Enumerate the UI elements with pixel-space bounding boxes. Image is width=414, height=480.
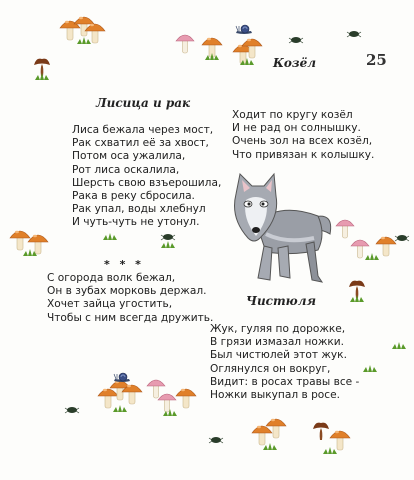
beetle-icon xyxy=(65,407,79,413)
poem-line: Чтобы с ним всегда дружить. xyxy=(47,311,214,324)
mushroom-cluster-right xyxy=(336,220,409,260)
beetle-icon xyxy=(161,234,175,240)
poem-line: Что привязан к колышку. xyxy=(232,148,375,161)
poem-line: С огорода волк бежал, xyxy=(47,272,176,284)
poem-line: Рак упал, воды хлебнул xyxy=(72,203,206,216)
poem-title-lisica-i-rak: Лисица и рак xyxy=(96,96,191,110)
mushroom-cluster-left-middle xyxy=(10,231,48,256)
mushroom-cluster-bottom-right xyxy=(252,419,350,454)
poem-line: Очень зол на всех козёл, xyxy=(232,135,373,148)
poem-line: В грязи измазал ножки. xyxy=(210,336,345,349)
poem-line: Шерсть свою взъерошила, xyxy=(72,176,222,189)
poem-line: Был чистюлей этот жук. xyxy=(210,349,347,362)
poem-line: Хочет зайца угостить, xyxy=(47,298,173,311)
mushroom-cluster-top-left xyxy=(60,17,105,44)
poem-line: Потом оса ужалила, xyxy=(72,150,186,163)
poem-line: Видит: в росах травы все - xyxy=(210,375,360,388)
mushroom-cluster-top-center xyxy=(176,25,262,65)
beetle-icon xyxy=(347,31,361,37)
poem-line: И не рад он солнышку. xyxy=(232,122,361,135)
poem-title-chistyulya: Чистюля xyxy=(246,294,317,308)
poem-line: Рот лиса оскалила, xyxy=(72,163,180,176)
beetle-icon xyxy=(209,437,223,443)
poem-line: Рак схватил её за хвост, xyxy=(72,137,209,150)
page-number: 25 xyxy=(366,51,387,69)
poem-stars-separator: * * * xyxy=(104,258,144,271)
poem-line: Он в зубах морковь держал. xyxy=(47,285,207,298)
poem-line: Рака в реку сбросила. xyxy=(72,190,195,203)
poem-line: Ходит по кругу козёл xyxy=(232,109,353,121)
poem-line: Жук, гуляя по дорожке, xyxy=(210,323,346,335)
poem-title-kozel: Козёл xyxy=(273,56,316,70)
poem-line: Оглянулся он вокруг, xyxy=(210,362,331,375)
beetle-icon xyxy=(289,37,303,43)
mushroom-cluster-bottom-left xyxy=(98,373,196,416)
poem-line: Лиса бежала через мост, xyxy=(72,124,214,136)
poem-line: Ножки выкупал в росе. xyxy=(210,389,341,402)
poem-line: И чуть-чуть не утонул. xyxy=(72,216,200,229)
